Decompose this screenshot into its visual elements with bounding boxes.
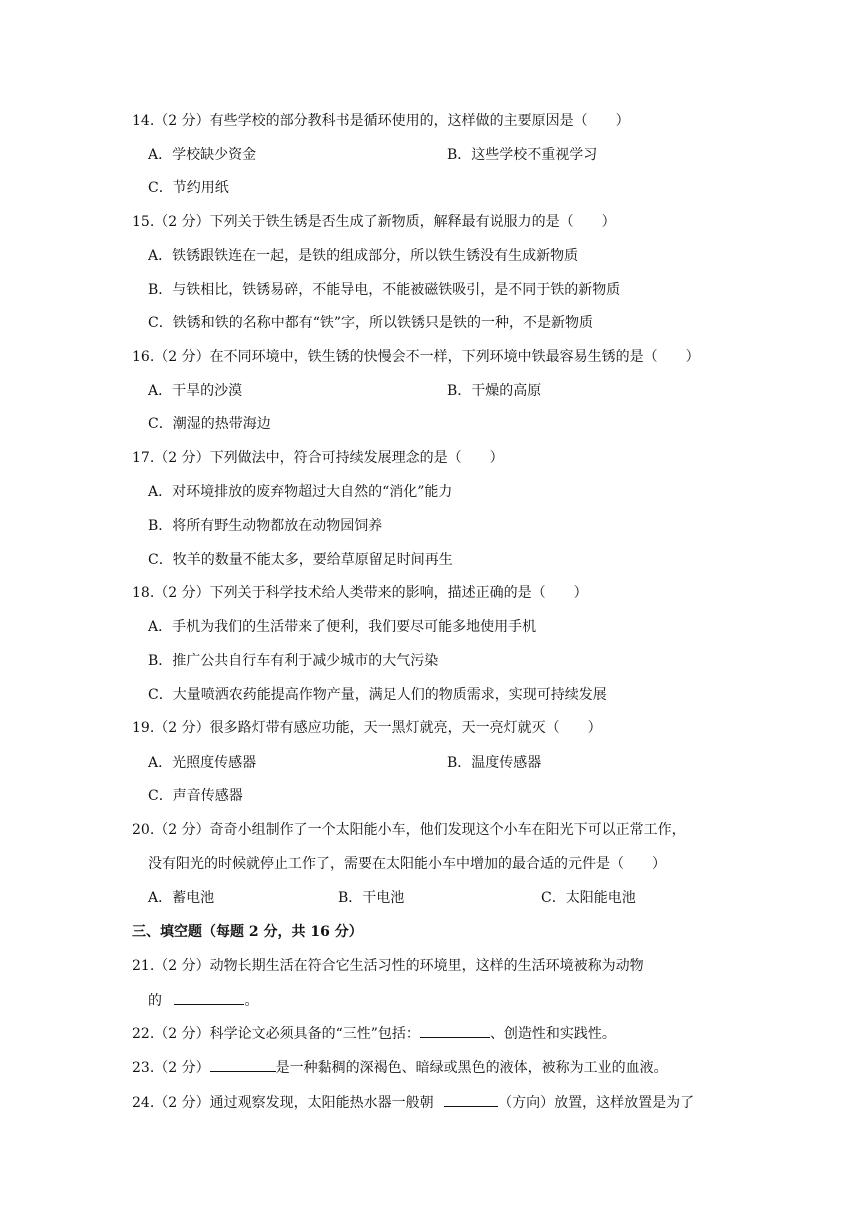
question-16-option-a: A．干旱的沙漠: [148, 383, 243, 399]
question-21-suffix: 。: [244, 993, 259, 1009]
question-18-option-b: B．推广公共自行车有利于减少城市的大气污染: [148, 653, 439, 669]
section-3-heading: 三、填空题（每题 2 分，共 16 分）: [132, 924, 363, 940]
question-20-option-a: A．蓄电池: [148, 890, 215, 906]
question-18-option-a: A．手机为我们的生活带来了便利，我们要尽可能多地使用手机: [148, 619, 537, 635]
question-18-stem: 18.（2 分）下列关于科学技术给人类带来的影响，描述正确的是（ ）: [132, 585, 588, 601]
question-23-prefix: 23.（2 分）: [132, 1060, 210, 1076]
question-19-stem: 19.（2 分）很多路灯带有感应功能，天一黑灯就亮，天一亮灯就灭（ ）: [132, 720, 602, 736]
question-15-option-b: B．与铁相比，铁锈易碎，不能导电，不能被磁铁吸引，是不同于铁的新物质: [148, 282, 621, 298]
question-16-stem: 16.（2 分）在不同环境中，铁生锈的快慢会不一样，下列环境中铁最容易生锈的是（ ）: [132, 349, 700, 365]
question-15-option-c: C．铁锈和铁的名称中都有“铁”字，所以铁锈只是铁的一种，不是新物质: [148, 315, 594, 331]
question-17-option-c: C．牧羊的数量不能太多，要给草原留足时间再生: [148, 552, 453, 568]
question-18-option-c: C．大量喷洒农药能提高作物产量，满足人们的物质需求，实现可持续发展: [148, 687, 607, 703]
question-14-option-a: A．学校缺少资金: [148, 147, 257, 163]
question-21-line2: [148, 990, 258, 1011]
question-23-suffix: 是一种黏稠的深褐色、暗绿或黑色的液体，被称为工业的血液。: [275, 1060, 668, 1076]
question-23: [132, 1057, 668, 1078]
question-17-stem: 17.（2 分）下列做法中，符合可持续发展理念的是（ ）: [132, 450, 504, 466]
question-17-option-b: B．将所有野生动物都放在动物园饲养: [148, 518, 383, 534]
question-22-prefix: 22.（2 分）科学论文必须具备的“三性”包括：: [132, 1026, 420, 1042]
question-17-option-a: A．对环境排放的废弃物超过大自然的“消化”能力: [148, 484, 453, 500]
question-19-option-c: C．声音传感器: [148, 788, 243, 804]
question-21-prefix: 的: [148, 993, 162, 1009]
question-19-option-a: A．光照度传感器: [148, 755, 257, 771]
question-15-option-a: A．铁锈跟铁连在一起，是铁的组成部分，所以铁生锈没有生成新物质: [148, 248, 579, 264]
answer-blank-22[interactable]: [420, 1023, 490, 1038]
question-14-option-b: B．这些学校不重视学习: [447, 147, 598, 163]
question-14-option-c: C．节约用纸: [148, 180, 229, 196]
question-16-option-c: C．潮湿的热带海边: [148, 416, 271, 432]
question-24-suffix: （方向）放置，这样放置是为了: [498, 1095, 695, 1111]
answer-blank-23[interactable]: [210, 1057, 276, 1072]
question-21-line1: 21.（2 分）动物长期生活在符合它生活习性的环境里，这样的生活环境被称为动物: [132, 958, 644, 974]
question-16-option-b: B．干燥的高原: [447, 383, 542, 399]
answer-blank-24[interactable]: [444, 1092, 498, 1107]
question-15-stem: 15.（2 分）下列关于铁生锈是否生成了新物质，解释最有说服力的是（ ）: [132, 214, 616, 230]
question-20-option-b: B．干电池: [338, 890, 405, 906]
question-24-prefix: 24.（2 分）通过观察发现，太阳能热水器一般朝: [132, 1095, 434, 1111]
question-22: [132, 1023, 616, 1044]
question-24: [132, 1092, 694, 1113]
question-14-stem: 14.（2 分）有些学校的部分教科书是循环使用的，这样做的主要原因是（ ）: [132, 113, 630, 129]
answer-blank-21[interactable]: [174, 990, 244, 1005]
question-19-option-b: B．温度传感器: [447, 755, 542, 771]
question-22-suffix: 、创造性和实践性。: [489, 1026, 616, 1042]
question-20-stem-line1: 20.（2 分）奇奇小组制作了一个太阳能小车，他们发现这个小车在阳光下可以正常工作，: [132, 822, 686, 838]
question-20-stem-line2: 没有阳光的时候就停止工作了，需要在太阳能小车中增加的最合适的元件是（ ）: [148, 856, 666, 872]
question-20-option-c: C．太阳能电池: [541, 890, 636, 906]
